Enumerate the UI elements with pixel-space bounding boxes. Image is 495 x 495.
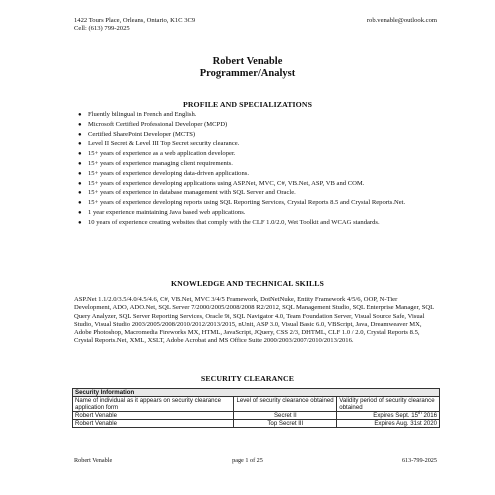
cell-phone: Cell: (613) 799-2025 [74, 25, 130, 32]
candidate-name: Robert Venable [212, 56, 283, 67]
list-item [76, 111, 446, 119]
header-level: Level of security clearance obtained [234, 397, 337, 412]
profile-section-title: PROFILE AND SPECIALIZATIONS [182, 100, 313, 109]
table-row [73, 420, 440, 428]
skills-paragraph: ASP.Net 1.1/2.0/3.5/4.0/4.5/4.6, C#, VB.Net, MVC 3/4/5 Framework, DotNetNuke, Entity Framework 4/5/6, OOP, N-Tier Development, ADO, ADO.Net, SQL Server 7/2000/2005/2008/2008 R2/2012, SQL Management Studio, SQL Enterprise Manager, SQL Query Analyzer, SQL Server Reporting Services, Oracle 9i, SQL Navigator 4.0, Team Foundation Server, Visual Source Safe, Visual Studio, Visual Studio 2003/2005/2008/2010/2012/2013/2015, nUnit, ASP 3.0, Visual Basic 6.0, VBScript, Java, Dreamweaver MX, Adobe Photoshop, Macromedia Fireworks MX, HTML, JavaScript, JQuery, CSS 2/3, DHTML, CLF 1.0 / 2.0, Crystal Reports 8.5, Crystal Reports.Net, XML, XSLT, Adobe Acrobat and MS Office Suite 2000/2003/2007/2010/2013/2016. [74, 296, 434, 345]
list-item-text: 15+ years of experience developing data-driven applications. [88, 169, 249, 177]
row-validity [337, 420, 440, 428]
list-item-text: 15+ years of experience in database management with SQL Server and Oracle. [88, 189, 296, 197]
list-item [76, 209, 446, 217]
list-item-text: 15+ years of experience managing client requirements. [88, 159, 233, 167]
security-section-title: SECURITY CLEARANCE [200, 374, 295, 383]
address: 1422 Tours Place, Orleans, Ontario, K1C 3C9 [74, 17, 196, 24]
security-table [72, 388, 440, 428]
security-table-title: Security Information [73, 389, 440, 397]
bullet-icon: ● [78, 180, 82, 187]
header-validity: Validity period of security clearance obtained [337, 397, 440, 412]
contact-block [74, 17, 195, 33]
list-item-text: Fluently bilingual in French and English. [88, 111, 197, 118]
security-table-title-row [73, 389, 440, 397]
row-validity-year: 2016 [421, 412, 437, 419]
bullet-icon: ● [78, 141, 82, 148]
header-name: Name of individual as it appears on security clearance application form [73, 397, 234, 412]
footer-phone: 613-799-2025 [401, 457, 437, 464]
candidate-role: Programmer/Analyst [199, 68, 296, 79]
list-item [76, 121, 446, 129]
table-row [73, 412, 440, 420]
list-item-text: 1 year experience maintaining Java based web applications. [88, 208, 246, 216]
row-validity-sup: th [417, 409, 422, 415]
list-item [76, 150, 446, 158]
skills-section-title: KNOWLEDGE AND TECHNICAL SKILLS [171, 279, 324, 288]
list-item [76, 199, 446, 207]
row-validity [337, 409, 440, 420]
bullet-icon: ● [78, 151, 82, 158]
list-item [76, 219, 446, 227]
row-validity-text: Expires Aug. 31st 2020 [374, 420, 437, 427]
list-item [76, 160, 446, 168]
footer-page-number: page 1 of 25 [232, 457, 263, 464]
list-item-text: 15+ years of experience developing reports using SQL Reporting Services, Crystal Reports 8.5 and Crystal Reports.Net. [88, 199, 406, 207]
name-block [0, 56, 495, 80]
bullet-icon: ● [78, 160, 82, 167]
bullet-icon: ● [78, 170, 82, 177]
list-item [76, 180, 446, 188]
bullet-icon: ● [78, 121, 82, 128]
profile-list [76, 111, 446, 229]
list-item-text: 15+ years of experience as a web application developer. [88, 150, 236, 158]
list-item [76, 140, 446, 148]
bullet-icon: ● [78, 190, 82, 197]
row-name: Robert Venable [73, 420, 234, 428]
list-item [76, 131, 446, 139]
list-item-text: 15+ years of experience developing applications using ASP.Net, MVC, C#, VB.Net, ASP, VB and COM. [88, 179, 365, 187]
bullet-icon: ● [78, 131, 82, 138]
list-item-text: Microsoft Certified Professional Developer (MCPD) [88, 120, 228, 128]
row-name: Robert Venable [73, 412, 234, 420]
bullet-icon: ● [78, 200, 82, 207]
security-table-header-row [73, 397, 440, 412]
list-item [76, 189, 446, 197]
list-item-text: Level II Secret & Level III Top Secret security clearance. [88, 140, 240, 148]
list-item [76, 170, 446, 178]
footer-name: Robert Venable [74, 457, 113, 464]
row-level: Secret II [234, 412, 337, 420]
row-validity-text: Expires Sept. 15 [373, 412, 418, 419]
row-level: Top Secret III [234, 420, 337, 428]
bullet-icon: ● [78, 219, 82, 226]
bullet-icon: ● [78, 209, 82, 216]
email-link[interactable]: rob.venable@outlook.com [366, 17, 437, 24]
list-item-text: 10 years of experience creating websites that comply with the CLF 1.0/2.0, Wet Toolkit and WCAG standards. [88, 218, 380, 226]
bullet-icon: ● [78, 112, 82, 118]
list-item-text: Certified SharePoint Developer (MCTS) [88, 130, 196, 138]
